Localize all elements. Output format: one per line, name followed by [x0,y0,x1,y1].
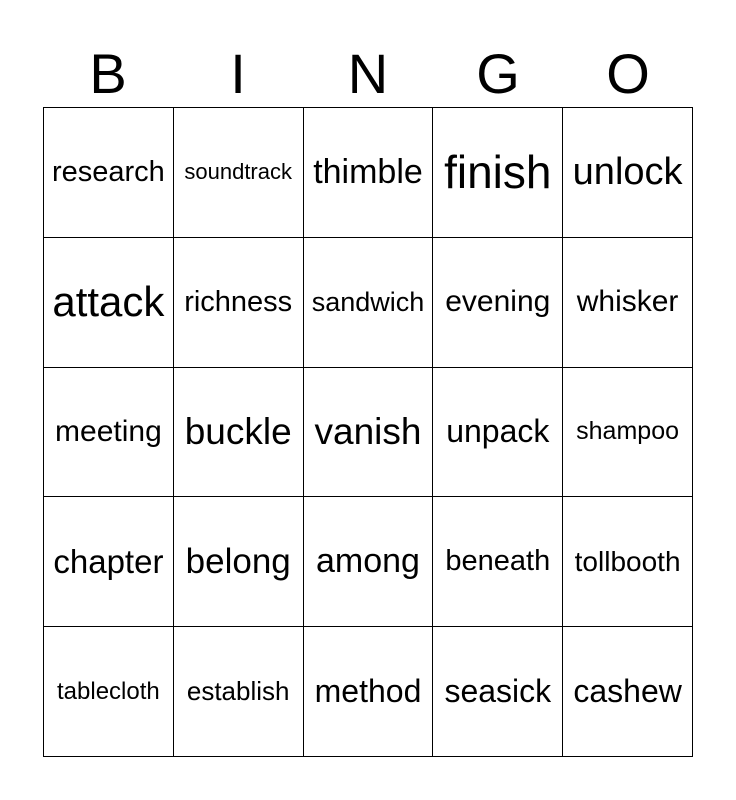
bingo-cell: among [304,497,434,627]
bingo-cell: tablecloth [44,627,174,757]
bingo-cell: method [304,627,434,757]
header-letter-b: B [89,42,127,105]
bingo-cell: attack [44,238,174,368]
bingo-cell: beneath [433,497,563,627]
bingo-cell: finish [433,108,563,238]
bingo-cell: unlock [563,108,693,238]
bingo-cell: soundtrack [174,108,304,238]
bingo-cell: chapter [44,497,174,627]
bingo-cell: unpack [433,368,563,498]
header-letter-g: G [476,42,520,105]
bingo-cell: cashew [563,627,693,757]
header-letter-o: O [606,42,650,105]
bingo-cell: whisker [563,238,693,368]
bingo-cell: establish [174,627,304,757]
bingo-cell: research [44,108,174,238]
bingo-cell: richness [174,238,304,368]
header-letter-i: I [230,42,246,105]
bingo-cell: tollbooth [563,497,693,627]
bingo-cell: shampoo [563,368,693,498]
bingo-header [43,42,693,106]
bingo-cell: seasick [433,627,563,757]
bingo-cell: evening [433,238,563,368]
bingo-cell: sandwich [304,238,434,368]
bingo-board [43,107,693,757]
bingo-cell: buckle [174,368,304,498]
bingo-cell: vanish [304,368,434,498]
header-letter-n: N [347,42,389,105]
bingo-cell: belong [174,497,304,627]
bingo-cell: meeting [44,368,174,498]
bingo-cell: thimble [304,108,434,238]
